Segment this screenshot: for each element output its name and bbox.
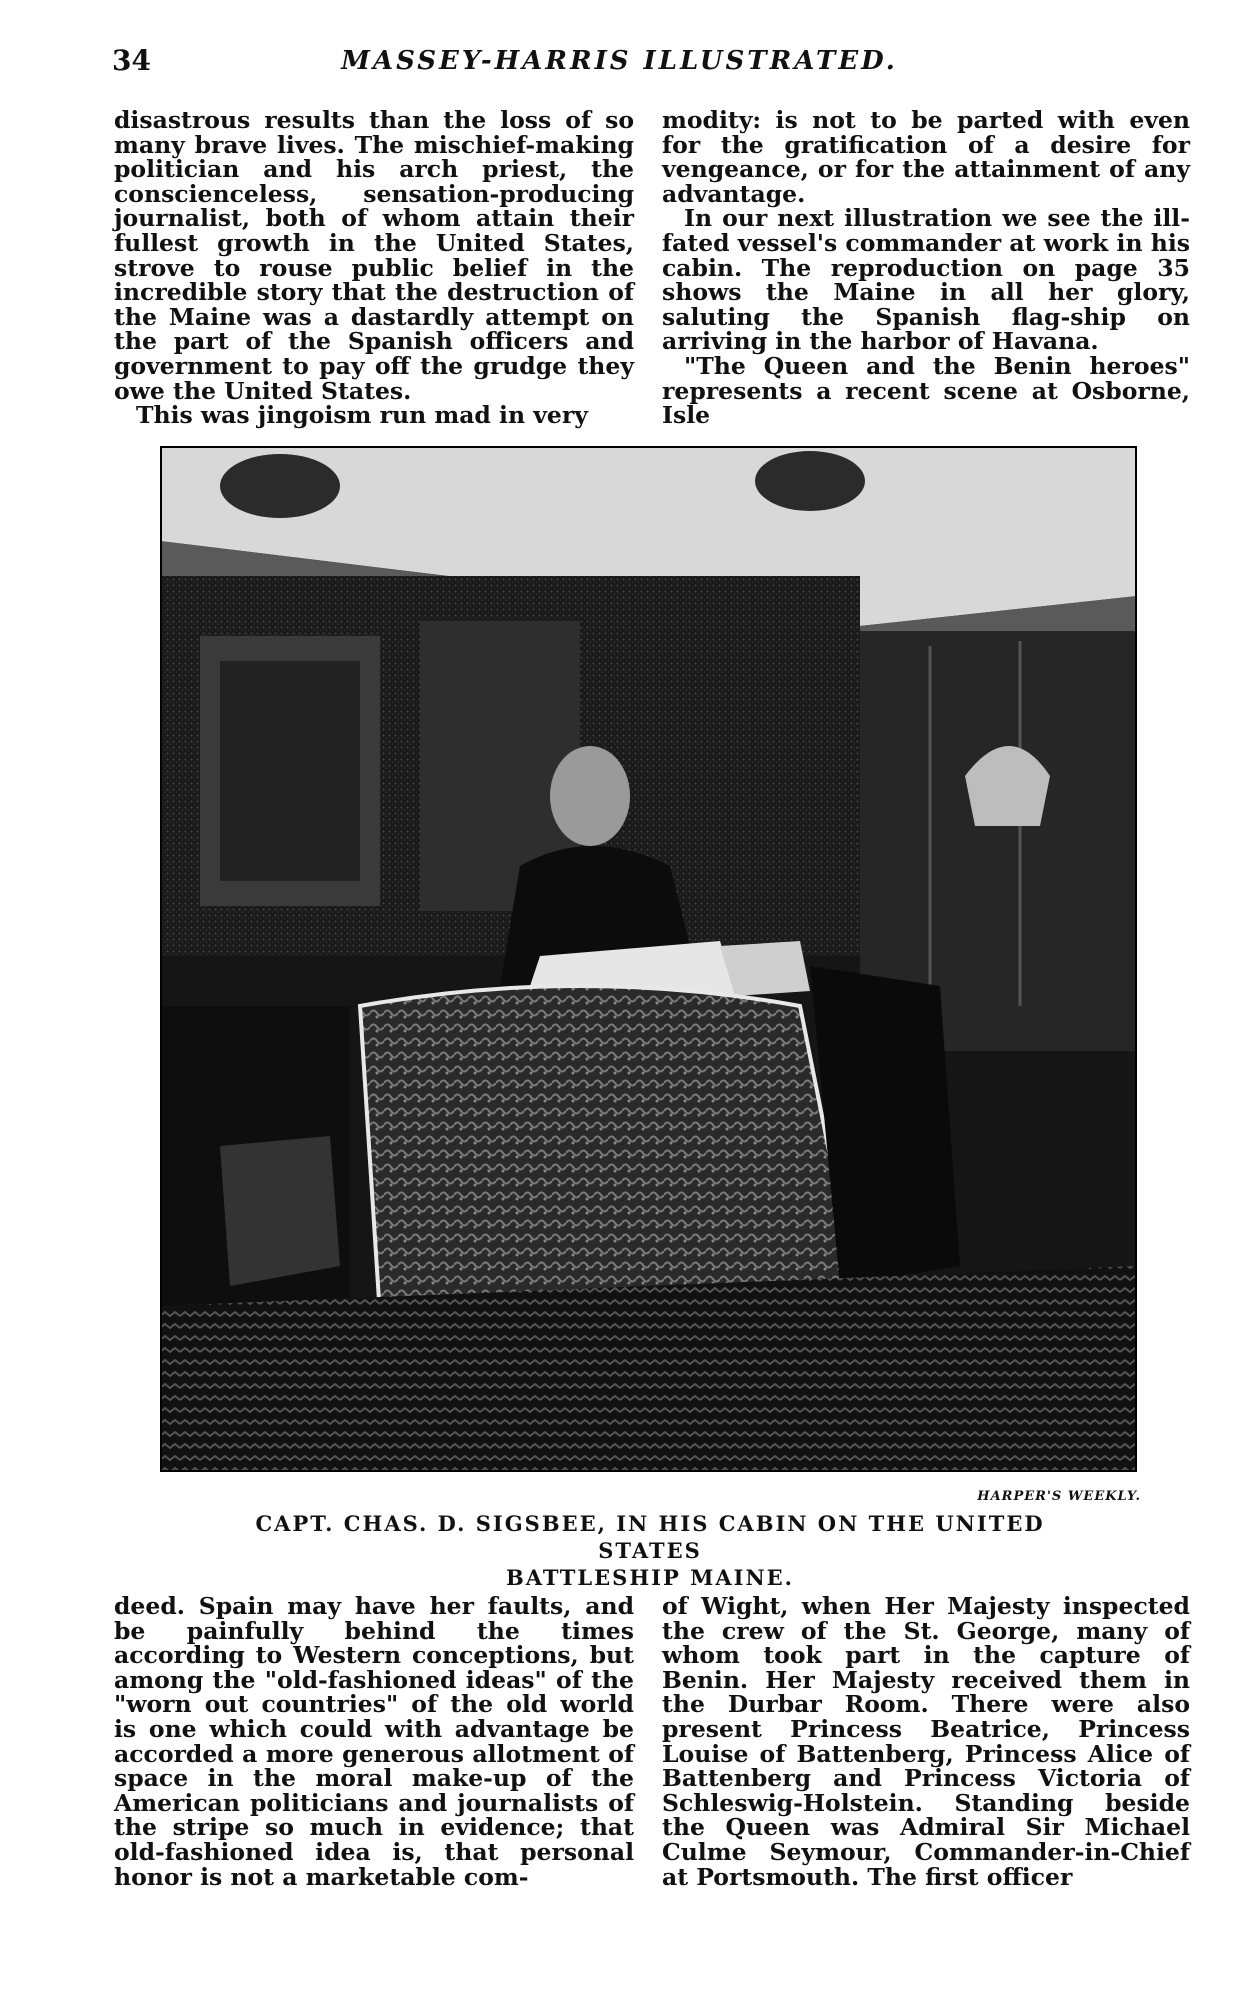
cabin-photograph [160, 446, 1137, 1472]
figure-caption [200, 1510, 1100, 1591]
page-number: 34 [112, 44, 151, 77]
photo-illustration [160, 446, 1137, 1472]
paragraph: of Wight, when Her Majesty inspected the crew of the St. George, many of whom took part in the capture of Benin. Her Majesty received them in the Durbar Room. There were also present Princess Beatrice, Princess Louise of Battenberg, Princess Alice of Battenberg and Princess Victoria of Schleswig-Holstein. Standing beside the Queen was Admiral Sir Michael Culme Seymour, Commander-in-Chief at Portsmouth. The first officer [662, 1592, 1190, 1891]
paragraph: deed. Spain may have her faults, and be painfully behind the times according to Western conceptions, but among the "old-fashioned ideas" of the "worn out countries" of the old world is one which could with advantage be accorded a more generous allotment of space in the moral make-up of the American politicians and journalists of the stripe so much in evidence; that old-fashioned idea is, that personal honor is not a marketable com- [114, 1592, 634, 1891]
column-bottom-right [662, 1594, 1190, 1889]
caption-line: BATTLESHIP MAINE. [506, 1565, 794, 1590]
column-bottom-left [114, 1594, 634, 1889]
paragraph: modity: is not to be parted with even for the gratification of a desire for vengeance, or for the attainment of any advantage. [662, 106, 1190, 208]
paragraph: In our next illustration we see the ill-fated vessel's commander at work in his cabin. The reproduction on page 35 shows the Maine in all her glory, saluting the Spanish flag-ship on arriving in the harbor of Havana. [662, 204, 1190, 356]
caption-line: CAPT. CHAS. D. SIGSBEE, IN HIS CABIN ON THE UNITED STATES [255, 1511, 1045, 1563]
photo-credit: HARPER'S WEEKLY. [977, 1489, 1141, 1504]
column-top-right [662, 108, 1190, 428]
paragraph: This was jingoism run mad in very [136, 401, 588, 430]
paragraph: "The Queen and the Benin heroes" represents a recent scene at Osborne, Isle [662, 351, 1190, 430]
running-head: MASSEY-HARRIS ILLUSTRATED. [341, 46, 898, 76]
paragraph: disastrous results than the loss of so many brave lives. The mischief-making politician and his arch priest, the conscienceless, sensation-producing journalist, both of whom attain their fullest growth in the United States, strove to rouse public belief in the incredible story that the destruction of the Maine was a dastardly attempt on the part of the Spanish officers and government to pay off the grudge they owe the United States. [114, 106, 634, 405]
column-top-left [114, 108, 634, 428]
